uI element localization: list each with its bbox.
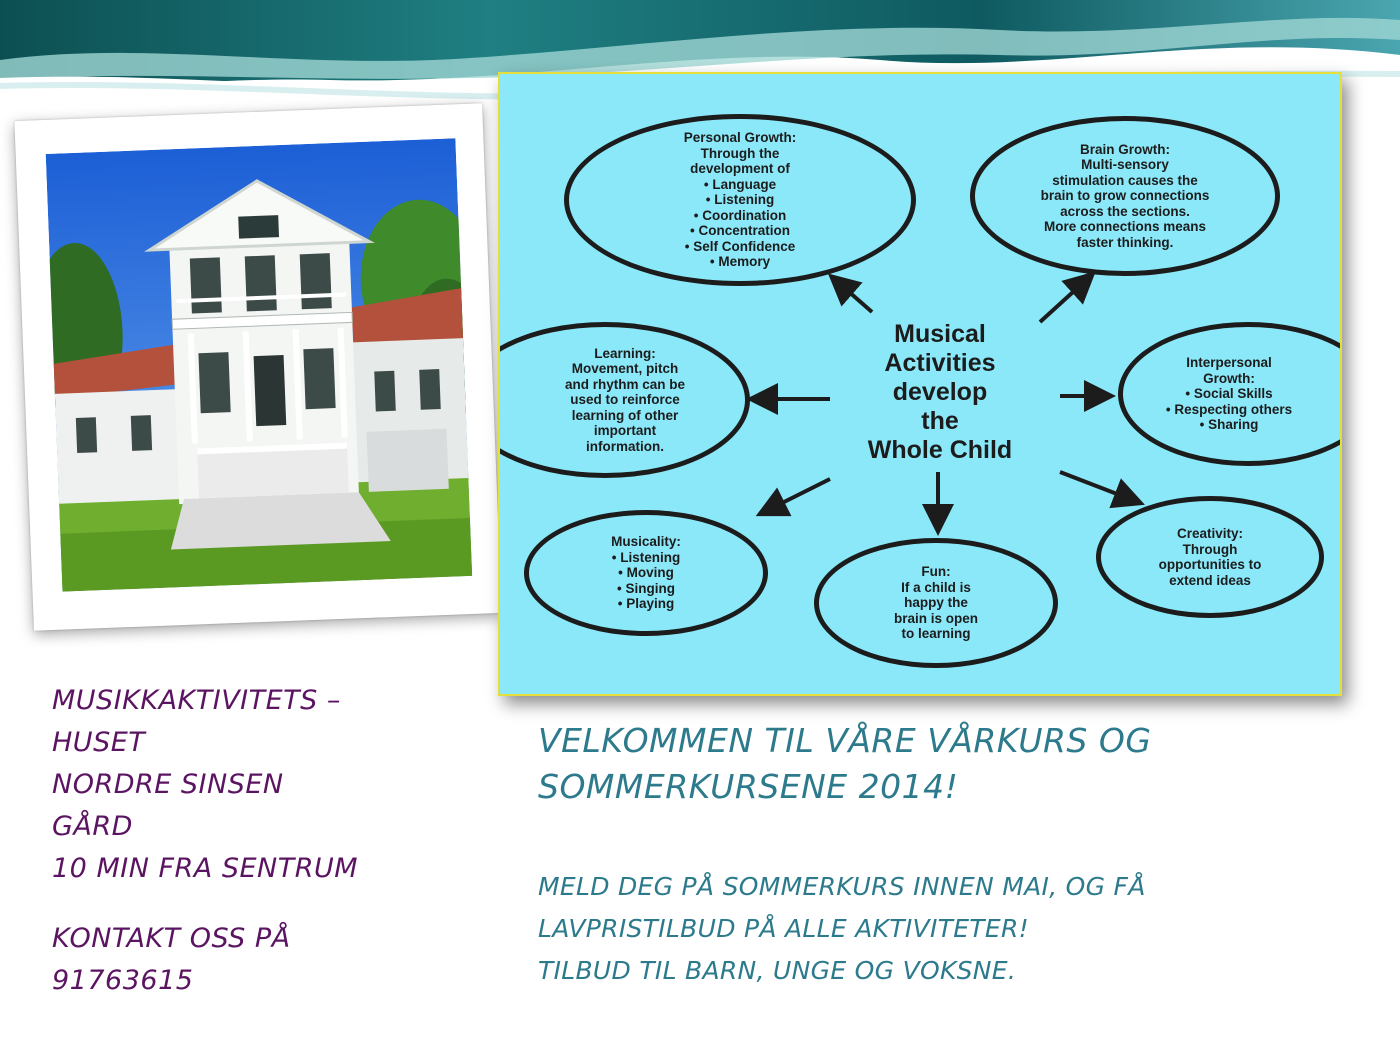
bubble-line: happy the bbox=[904, 595, 968, 611]
bubble-personal-growth bbox=[564, 114, 916, 286]
center-line: Whole Child bbox=[867, 436, 1013, 464]
offer-text bbox=[538, 866, 1378, 992]
bubble-line: to learning bbox=[901, 626, 971, 642]
bubble-line: More connections means bbox=[1043, 219, 1207, 235]
bubble-title: Fun: bbox=[921, 564, 951, 580]
bubble-line: • Concentration bbox=[690, 223, 790, 239]
bubble-line: Through bbox=[1182, 541, 1238, 557]
bubble-line: extend ideas bbox=[1169, 572, 1251, 588]
bubble-line: information. bbox=[586, 438, 664, 454]
center-line: Musical bbox=[894, 320, 986, 348]
bubble-line: and rhythm can be bbox=[564, 376, 686, 392]
center-line: develop bbox=[892, 378, 988, 406]
contact-phone: 91763615 bbox=[52, 965, 194, 996]
bubble-line: Multi-sensory bbox=[1081, 157, 1169, 173]
diagram-center-title bbox=[800, 320, 1080, 465]
contact-info bbox=[52, 680, 452, 1002]
bubble-line: If a child is bbox=[901, 579, 971, 595]
bubble-line: faster thinking. bbox=[1076, 234, 1174, 250]
bubble-line: • Language bbox=[703, 176, 777, 192]
bubble-title: Brain Growth: bbox=[1079, 141, 1170, 157]
bubble-line: development of bbox=[690, 161, 790, 177]
venue-location-line: NORDRE SINSEN bbox=[52, 769, 284, 800]
bubble-line: Growth: bbox=[1203, 370, 1255, 386]
center-line: the bbox=[921, 407, 959, 435]
bubble-line: • Social Skills bbox=[1185, 386, 1273, 402]
welcome-line: SOMMERKURSENE 2014! bbox=[538, 767, 959, 806]
bubble-title: Creativity: bbox=[1176, 526, 1243, 541]
contact-label: KONTAKT OSS PÅ bbox=[52, 923, 291, 954]
house-photo-frame bbox=[14, 103, 501, 631]
offer-line: LAVPRISTILBUD PÅ ALLE AKTIVITETER! bbox=[538, 914, 1029, 943]
house-photo bbox=[46, 138, 473, 591]
offer-line: MELD DEG PÅ SOMMERKURS INNEN MAI, OG FÅ bbox=[538, 872, 1146, 901]
offer-line: TILBUD TIL BARN, UNGE OG VOKSNE. bbox=[538, 956, 1017, 985]
bubble-line: • Listening bbox=[705, 192, 775, 208]
bubble-line: Movement, pitch bbox=[571, 361, 679, 377]
bubble-line: • Playing bbox=[617, 596, 675, 612]
bubble-line: Through the bbox=[700, 145, 780, 161]
bubble-fun bbox=[814, 538, 1058, 668]
bubble-title: Learning: bbox=[594, 345, 656, 361]
bubble-line: learning of other bbox=[571, 407, 679, 423]
bubble-title: Interpersonal bbox=[1186, 355, 1272, 371]
bubble-line: • Self Confidence bbox=[684, 238, 796, 254]
bubble-title: Personal Growth: bbox=[683, 130, 797, 146]
venue-distance: 10 MIN FRA SENTRUM bbox=[52, 853, 359, 884]
venue-name-line: HUSET bbox=[52, 727, 146, 758]
welcome-line: VELKOMMEN TIL VÅRE VÅRKURS OG bbox=[538, 721, 1152, 760]
bubble-line: important bbox=[593, 423, 657, 439]
welcome-heading bbox=[538, 718, 1378, 810]
bubble-line: • Moving bbox=[618, 565, 674, 581]
bubble-musicality bbox=[524, 510, 768, 636]
venue-location-line: GÅRD bbox=[52, 811, 133, 842]
bubble-line: stimulation causes the bbox=[1052, 172, 1198, 188]
bubble-line: used to reinforce bbox=[570, 392, 680, 408]
bubble-line: • Listening bbox=[611, 549, 681, 565]
bubble-creativity bbox=[1096, 496, 1324, 618]
bubble-line: brain to grow connections bbox=[1040, 188, 1210, 204]
bubble-line: • Coordination bbox=[693, 207, 787, 223]
bubble-line: brain is open bbox=[893, 610, 978, 626]
bubble-title: Musicality: bbox=[611, 534, 681, 550]
bubble-brain-growth bbox=[970, 116, 1280, 276]
bubble-line: • Memory bbox=[709, 254, 771, 270]
bubble-line: • Sharing bbox=[1199, 417, 1259, 433]
bubble-line: • Respecting others bbox=[1165, 401, 1293, 417]
musical-activities-diagram bbox=[498, 72, 1342, 696]
bubble-line: • Singing bbox=[617, 580, 675, 596]
bubble-line: opportunities to bbox=[1158, 557, 1262, 572]
venue-name-line: MUSIKKAKTIVITETS – bbox=[52, 685, 341, 716]
center-line: Activities bbox=[884, 349, 996, 377]
bubble-line: across the sections. bbox=[1060, 203, 1190, 219]
